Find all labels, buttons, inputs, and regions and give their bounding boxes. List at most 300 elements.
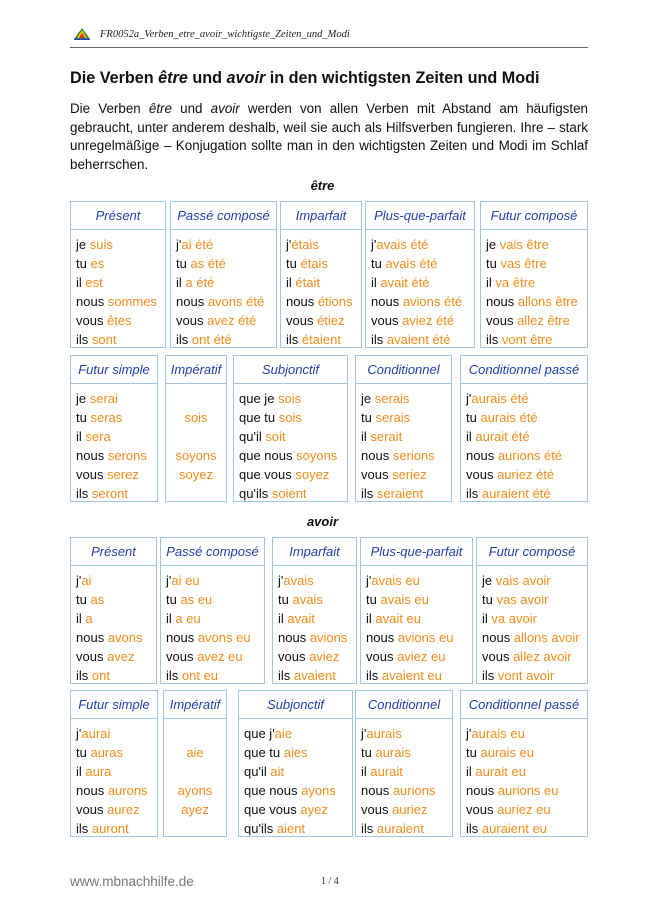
- conjugation-row: [76, 781, 157, 800]
- conjugation-row: [176, 235, 276, 254]
- conjugation-row: [244, 743, 352, 762]
- conjugation-row: [244, 762, 352, 781]
- pronoun: vous: [76, 313, 108, 328]
- verb-form: avais eu: [380, 592, 429, 607]
- pronoun: j': [76, 726, 82, 741]
- conjugation-row: [286, 311, 361, 330]
- verb-form: soyez: [295, 467, 330, 482]
- pronoun: vous: [76, 649, 108, 664]
- pronoun: nous: [482, 630, 514, 645]
- verb-form: seriez: [392, 467, 427, 482]
- pronoun: nous: [371, 294, 403, 309]
- pronoun: nous: [361, 783, 393, 798]
- verb-form: avait: [287, 611, 315, 626]
- pronoun: nous: [76, 294, 108, 309]
- conjugation-row: [166, 427, 226, 446]
- conjugation-row: [244, 781, 352, 800]
- verb-form: étais: [300, 256, 328, 271]
- conjugation-row: [278, 647, 356, 666]
- verb-form: était: [295, 275, 320, 290]
- conjugation-row: [166, 465, 226, 484]
- pronoun: vous: [366, 649, 398, 664]
- tense-heading: Impératif: [164, 691, 226, 719]
- conjugation-table-subjonctif: [238, 690, 353, 837]
- conjugation-row: [466, 446, 587, 465]
- verb-form: sois: [278, 391, 302, 406]
- pronoun: je: [361, 391, 375, 406]
- verb-form: ont: [91, 668, 110, 683]
- section-label-avoir: avoir: [306, 514, 339, 529]
- verb-form: étiez: [317, 313, 345, 328]
- pronoun: il: [366, 611, 376, 626]
- tense-heading: Futur simple: [71, 356, 157, 384]
- conjugation-rows: [164, 719, 226, 838]
- conjugation-row: [76, 724, 157, 743]
- verb-form: sont: [91, 332, 117, 347]
- verb-form: avaient eu: [381, 668, 442, 683]
- conjugation-rows: [71, 566, 156, 685]
- conjugation-row: [166, 571, 264, 590]
- page-number: 1 / 4: [321, 876, 339, 887]
- conjugation-row: [244, 819, 352, 838]
- conjugation-row: [361, 389, 451, 408]
- conjugation-row: [76, 762, 157, 781]
- pronoun: il: [466, 764, 476, 779]
- conjugation-rows: [71, 384, 157, 503]
- verb-form: a été: [185, 275, 215, 290]
- verb-form: avez: [107, 649, 135, 664]
- conjugation-table-imparfait: [280, 201, 362, 348]
- conjugation-rows: [281, 230, 361, 349]
- pronoun: nous: [366, 630, 398, 645]
- pronoun: ils: [166, 668, 182, 683]
- verb-form: aie: [274, 726, 293, 741]
- pronoun: vous: [166, 649, 198, 664]
- pronoun: vous: [278, 649, 310, 664]
- pronoun: vous: [482, 649, 514, 664]
- conjugation-row: [278, 590, 356, 609]
- pronoun: je: [76, 391, 90, 406]
- conjugation-table-pass-compos: [160, 537, 265, 684]
- conjugation-row: [164, 724, 226, 743]
- conjugation-row: [361, 484, 451, 503]
- pronoun: qu'il: [239, 429, 266, 444]
- conjugation-row: [164, 819, 226, 838]
- pronoun: vous: [176, 313, 208, 328]
- verb-form: aurais été: [480, 410, 538, 425]
- conjugation-table-pass-compos: [170, 201, 277, 348]
- pronoun: nous: [76, 448, 108, 463]
- conjugation-row: [486, 292, 587, 311]
- conjugation-row: [466, 800, 587, 819]
- conjugation-row: [361, 408, 451, 427]
- conjugation-rows: [171, 230, 276, 349]
- pronoun: il: [278, 611, 288, 626]
- verb-form: aurions: [392, 783, 436, 798]
- conjugation-table-futur-simple: [70, 690, 158, 837]
- verb-form: soyons: [296, 448, 338, 463]
- verb-form: soit: [265, 429, 286, 444]
- pronoun: ils: [76, 486, 92, 501]
- pronoun: tu: [76, 745, 91, 760]
- pronoun: tu: [278, 592, 293, 607]
- footer-url[interactable]: www.mbnachhilfe.de: [70, 874, 194, 889]
- conjugation-table-imp-ratif: [163, 690, 227, 837]
- pronoun: j': [366, 573, 372, 588]
- pronoun: j': [278, 573, 284, 588]
- conjugation-row: [482, 647, 587, 666]
- verb-form: avons eu: [197, 630, 251, 645]
- pronoun: tu: [361, 410, 376, 425]
- conjugation-row: [361, 446, 451, 465]
- conjugation-row: [76, 819, 157, 838]
- title-etre: être: [158, 69, 188, 87]
- conjugation-row: [166, 484, 226, 503]
- pronoun: vous: [286, 313, 318, 328]
- pronoun: tu: [371, 256, 386, 271]
- verb-form: auront: [91, 821, 129, 836]
- verb-form: allez être: [517, 313, 570, 328]
- pronoun: ils: [371, 332, 387, 347]
- conjugation-row: [361, 781, 452, 800]
- conjugation-rows: [166, 384, 226, 503]
- title-part-3: in den wichtigsten Zeiten und Modi: [265, 69, 540, 87]
- conjugation-rows: [273, 566, 356, 685]
- pronoun: ils: [76, 821, 92, 836]
- conjugation-row: [76, 743, 157, 762]
- verb-form: ayons: [301, 783, 336, 798]
- pronoun: nous: [466, 448, 498, 463]
- conjugation-row: [76, 484, 157, 503]
- verb-form: seras: [90, 410, 123, 425]
- tense-heading: Conditionnel: [356, 356, 451, 384]
- conjugation-row: [76, 590, 156, 609]
- verb-form: aurait été: [475, 429, 530, 444]
- conjugation-row: [76, 465, 157, 484]
- conjugation-row: [76, 330, 165, 349]
- verb-form: aviez eu: [397, 649, 446, 664]
- verb-form: aurais: [375, 745, 411, 760]
- verb-form: aurions eu: [497, 783, 559, 798]
- intro-paragraph: Die Verben être und avoir werden von allen Verben mit Abstand am häufigsten gebraucht, unter anderem deshalb, weil sie auch als Hilfsverben fungieren. Ihre – stark unregelmäßige – Konjugation sollte man in den wichtigsten Zeiten und Modi im Schlaf beherrschen.: [70, 101, 588, 172]
- verb-form: ayez: [300, 802, 328, 817]
- verb-form: avait été: [380, 275, 430, 290]
- verb-form: allez avoir: [513, 649, 572, 664]
- verb-form: aie: [186, 745, 204, 760]
- tense-heading: Futur composé: [481, 202, 587, 230]
- conjugation-row: [244, 724, 352, 743]
- conjugation-row: [286, 292, 361, 311]
- conjugation-row: [371, 292, 474, 311]
- logo-icon: [74, 28, 90, 40]
- conjugation-row: [76, 628, 156, 647]
- pronoun: il: [76, 275, 86, 290]
- conjugation-row: [361, 427, 451, 446]
- pronoun: il: [482, 611, 492, 626]
- verb-form: aies: [283, 745, 308, 760]
- title-avoir: avoir: [226, 69, 266, 87]
- tense-heading: Futur composé: [477, 538, 587, 566]
- section-label-etre: être: [310, 178, 335, 193]
- verb-form: aient: [276, 821, 306, 836]
- conjugation-row: [466, 465, 587, 484]
- verb-form: avons été: [207, 294, 265, 309]
- conjugation-row: [76, 427, 157, 446]
- tense-heading: Conditionnel passé: [461, 691, 587, 719]
- verb-form: aurions été: [497, 448, 563, 463]
- pronoun: tu: [482, 592, 497, 607]
- pronoun: j': [466, 726, 472, 741]
- conjugation-row: [239, 408, 347, 427]
- conjugation-row: [176, 330, 276, 349]
- pronoun: vous: [486, 313, 518, 328]
- conjugation-row: [361, 465, 451, 484]
- header-divider: [70, 47, 588, 48]
- conjugation-row: [286, 273, 361, 292]
- conjugation-row: [482, 590, 587, 609]
- conjugation-rows: [161, 566, 264, 685]
- conjugation-row: [361, 762, 452, 781]
- conjugation-rows: [461, 719, 587, 838]
- verb-form: avais eu: [371, 573, 420, 588]
- pronoun: qu'il: [244, 764, 271, 779]
- conjugation-row: [176, 292, 276, 311]
- conjugation-row: [166, 666, 264, 685]
- conjugation-row: [366, 571, 472, 590]
- conjugation-row: [466, 484, 587, 503]
- conjugation-rows: [356, 384, 451, 503]
- conjugation-row: [164, 800, 226, 819]
- verb-form: aurais: [366, 726, 402, 741]
- conjugation-row: [278, 609, 356, 628]
- verb-form: as été: [190, 256, 226, 271]
- conjugation-row: [482, 628, 587, 647]
- conjugation-table-conditionnel-pass: [460, 355, 588, 502]
- verb-form: avions été: [402, 294, 463, 309]
- conjugation-table-futur-simple: [70, 355, 158, 502]
- verb-form: avait eu: [375, 611, 421, 626]
- conjugation-table-pr-sent: [70, 537, 157, 684]
- conjugation-row: [166, 590, 264, 609]
- conjugation-row: [366, 666, 472, 685]
- verb-form: avais: [292, 592, 323, 607]
- conjugation-table-futur-compos: [480, 201, 588, 348]
- conjugation-row: [361, 743, 452, 762]
- verb-form: aurait eu: [475, 764, 526, 779]
- pronoun: ils: [366, 668, 382, 683]
- conjugation-row: [466, 408, 587, 427]
- tense-heading: Futur simple: [71, 691, 157, 719]
- tense-heading: Subjonctif: [234, 356, 347, 384]
- pronoun: je: [486, 237, 500, 252]
- conjugation-table-conditionnel-pass: [460, 690, 588, 837]
- pronoun: vous: [361, 467, 393, 482]
- verb-form: sois: [184, 410, 208, 425]
- conjugation-row: [371, 330, 474, 349]
- pronoun: il: [286, 275, 296, 290]
- pronoun: il: [371, 275, 381, 290]
- pronoun: ils: [466, 486, 482, 501]
- pronoun: il: [361, 764, 371, 779]
- pronoun: que vous: [244, 802, 301, 817]
- conjugation-row: [166, 408, 226, 427]
- conjugation-row: [76, 311, 165, 330]
- verb-form: avaient: [293, 668, 336, 683]
- verb-form: allons avoir: [513, 630, 580, 645]
- pronoun: vous: [76, 802, 108, 817]
- conjugation-row: [371, 254, 474, 273]
- conjugation-row: [466, 389, 587, 408]
- verb-form: seront: [91, 486, 129, 501]
- conjugation-row: [278, 571, 356, 590]
- verb-form: étaient: [301, 332, 341, 347]
- conjugation-row: [76, 235, 165, 254]
- conjugation-row: [466, 743, 587, 762]
- pronoun: j': [466, 391, 472, 406]
- pronoun: qu'ils: [239, 486, 272, 501]
- verb-form: es: [90, 256, 105, 271]
- verb-form: a eu: [175, 611, 201, 626]
- pronoun: que vous: [239, 467, 296, 482]
- conjugation-row: [76, 254, 165, 273]
- pronoun: il: [76, 611, 86, 626]
- pronoun: tu: [176, 256, 191, 271]
- verb-form: vas avoir: [496, 592, 549, 607]
- tense-heading: Imparfait: [273, 538, 356, 566]
- conjugation-row: [466, 427, 587, 446]
- verb-form: aura: [85, 764, 112, 779]
- tense-heading: Présent: [71, 202, 165, 230]
- verb-form: vais être: [499, 237, 549, 252]
- pronoun: vous: [361, 802, 393, 817]
- conjugation-table-plus-que-parfait: [365, 201, 475, 348]
- pronoun: que j': [244, 726, 275, 741]
- pronoun: tu: [76, 410, 91, 425]
- conjugation-row: [361, 800, 452, 819]
- conjugation-row: [239, 465, 347, 484]
- conjugation-row: [361, 724, 452, 743]
- conjugation-row: [166, 609, 264, 628]
- conjugation-row: [286, 235, 361, 254]
- verb-form: avions eu: [397, 630, 454, 645]
- pronoun: nous: [76, 630, 108, 645]
- pronoun: que tu: [244, 745, 284, 760]
- conjugation-rows: [356, 719, 452, 838]
- conjugation-row: [166, 647, 264, 666]
- verb-form: êtes: [107, 313, 132, 328]
- title-part-2: und: [187, 69, 227, 87]
- verb-form: avais été: [385, 256, 438, 271]
- pronoun: nous: [176, 294, 208, 309]
- pronoun: vous: [76, 467, 108, 482]
- conjugation-table-imparfait: [272, 537, 357, 684]
- conjugation-row: [366, 628, 472, 647]
- verb-form: aviez été: [402, 313, 455, 328]
- pronoun: tu: [466, 410, 481, 425]
- verb-form: soyez: [179, 467, 213, 482]
- conjugation-row: [482, 666, 587, 685]
- verb-form: a: [85, 611, 93, 626]
- conjugation-row: [176, 273, 276, 292]
- pronoun: nous: [166, 630, 198, 645]
- pronoun: ils: [286, 332, 302, 347]
- pronoun: que nous: [244, 783, 302, 798]
- verb-form: vont être: [501, 332, 553, 347]
- verb-form: auriez eu: [497, 802, 551, 817]
- conjugation-row: [239, 446, 347, 465]
- verb-form: aurons: [107, 783, 148, 798]
- conjugation-row: [76, 571, 156, 590]
- conjugation-row: [244, 800, 352, 819]
- pronoun: ils: [76, 332, 92, 347]
- verb-form: serai: [89, 391, 118, 406]
- verb-form: aurais eu: [471, 726, 525, 741]
- verb-form: suis: [89, 237, 113, 252]
- conjugation-row: [166, 446, 226, 465]
- verb-form: avais été: [376, 237, 429, 252]
- verb-form: vais avoir: [495, 573, 551, 588]
- conjugation-row: [482, 609, 587, 628]
- tense-heading: Plus-que-parfait: [361, 538, 472, 566]
- verb-form: ait: [270, 764, 285, 779]
- tense-heading: Impératif: [166, 356, 226, 384]
- pronoun: tu: [361, 745, 376, 760]
- verb-form: avez été: [207, 313, 257, 328]
- verb-form: soyons: [175, 448, 217, 463]
- conjugation-table-imp-ratif: [165, 355, 227, 502]
- pronoun: tu: [286, 256, 301, 271]
- verb-form: est: [85, 275, 103, 290]
- document-header: [74, 28, 350, 40]
- pronoun: que tu: [239, 410, 279, 425]
- page-title: [70, 69, 540, 88]
- conjugation-row: [76, 408, 157, 427]
- verb-form: avais: [283, 573, 314, 588]
- tense-heading: Conditionnel: [356, 691, 452, 719]
- conjugation-row: [166, 389, 226, 408]
- conjugation-row: [366, 590, 472, 609]
- pronoun: j': [361, 726, 367, 741]
- verb-form: serais: [374, 391, 410, 406]
- intro-verb: avoir: [210, 101, 240, 116]
- pronoun: nous: [486, 294, 518, 309]
- verb-form: étais: [291, 237, 319, 252]
- verb-form: va avoir: [491, 611, 537, 626]
- verb-form: ayons: [177, 783, 213, 798]
- pronoun: j': [166, 573, 172, 588]
- verb-form: sommes: [107, 294, 157, 309]
- conjugation-row: [486, 254, 587, 273]
- verb-form: aurai: [81, 726, 111, 741]
- conjugation-rows: [239, 719, 352, 838]
- verb-form: seraient: [376, 486, 424, 501]
- verb-form: sera: [85, 429, 111, 444]
- conjugation-row: [366, 647, 472, 666]
- pronoun: il: [176, 275, 186, 290]
- conjugation-row: [164, 781, 226, 800]
- conjugation-row: [366, 609, 472, 628]
- conjugation-row: [239, 484, 347, 503]
- conjugation-row: [371, 311, 474, 330]
- conjugation-row: [76, 609, 156, 628]
- verb-form: aurait: [370, 764, 403, 779]
- pronoun: tu: [486, 256, 501, 271]
- pronoun: je: [76, 237, 90, 252]
- pronoun: tu: [76, 592, 91, 607]
- conjugation-table-futur-compos: [476, 537, 588, 684]
- tense-heading: Plus-que-parfait: [366, 202, 474, 230]
- pronoun: je: [482, 573, 496, 588]
